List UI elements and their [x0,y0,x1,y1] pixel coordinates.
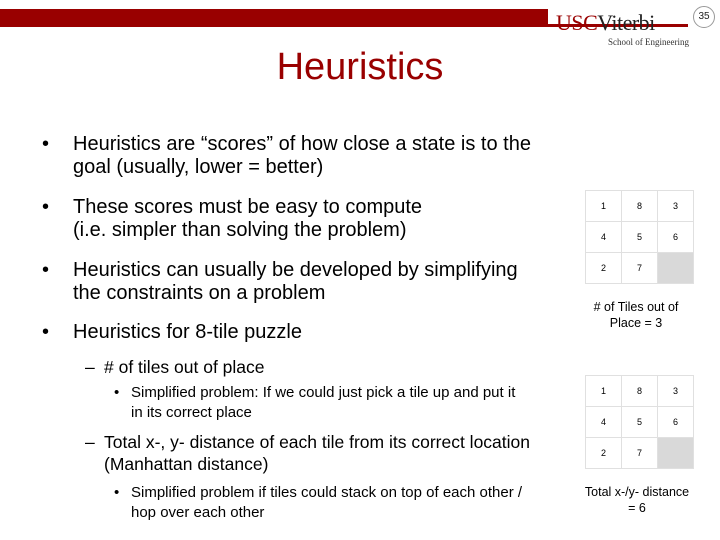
caption-line: Place = 3 [609,316,663,330]
sub-sub-bullet-text-line: Simplified problem if tiles could stack on top of each other / [131,484,523,501]
sub-sub-bullet-text-line: hop over each other [131,504,265,521]
puzzle-cell: 7 [622,253,658,284]
bullet-dot-icon: • [42,259,50,281]
dash-icon: – [85,432,95,452]
bullet-dot-icon: • [114,384,120,401]
bullet-text-line: These scores must be easy to compute [73,196,423,218]
bullet-dot-icon: • [42,321,50,343]
logo-usc: USC [556,10,598,35]
bullet-text-line: Heuristics for 8-tile puzzle [73,321,302,343]
puzzle-grid-bottom [585,375,694,469]
puzzle-cell: 1 [586,191,622,222]
sub-sub-bullet-text-line: Simplified problem: If we could just pick a tile up and put it [131,384,516,401]
bullet-text-line: the constraints on a problem [73,282,326,304]
caption-line: = 6 [628,501,646,515]
puzzle-cell: 5 [622,407,658,438]
logo-wordmark [556,10,655,36]
puzzle-cell: 4 [586,407,622,438]
bullet-text-line: Heuristics are “scores” of how close a state is to the [73,133,531,155]
puzzle-cell: 7 [622,438,658,469]
header-bar [0,9,548,27]
puzzle-caption-top [575,299,697,331]
puzzle-cell: 3 [658,191,694,222]
sub-bullet-text-line: (Manhattan distance) [104,454,269,474]
puzzle-cell: 5 [622,222,658,253]
puzzle-grid-top [585,190,694,284]
logo-viterbi: Viterbi [597,10,655,35]
bullet-dot-icon: • [42,196,50,218]
sub-sub-bullet-text-line: in its correct place [131,404,252,421]
sub-bullet-text: # of tiles out of place [104,357,265,377]
slide-title: Heuristics [276,46,444,88]
caption-line: # of Tiles out of [593,300,679,314]
puzzle-blank-cell [658,438,694,469]
logo-school: School of Engineering [608,37,689,47]
sub-bullet-text-line: Total x-, y- distance of each tile from its correct location [104,432,530,452]
bullet-text-line: Heuristics can usually be developed by simplifying [73,259,518,281]
puzzle-blank-cell [658,253,694,284]
puzzle-cell: 6 [658,222,694,253]
puzzle-cell: 3 [658,376,694,407]
puzzle-cell: 1 [586,376,622,407]
slide-number: 35 [693,6,715,28]
bullet-text-line: (i.e. simpler than solving the problem) [73,219,407,241]
bullet-dot-icon: • [114,484,120,501]
usc-viterbi-logo [556,10,696,46]
puzzle-cell: 2 [586,253,622,284]
puzzle-cell: 4 [586,222,622,253]
caption-line: Total x-/y- distance [584,485,690,499]
bullet-dot-icon: • [42,133,50,155]
puzzle-cell: 2 [586,438,622,469]
bullet-text-line: goal (usually, lower = better) [73,156,324,178]
puzzle-caption-bottom [574,484,700,516]
puzzle-cell: 6 [658,407,694,438]
puzzle-cell: 8 [622,191,658,222]
puzzle-cell: 8 [622,376,658,407]
dash-icon: – [85,357,95,377]
